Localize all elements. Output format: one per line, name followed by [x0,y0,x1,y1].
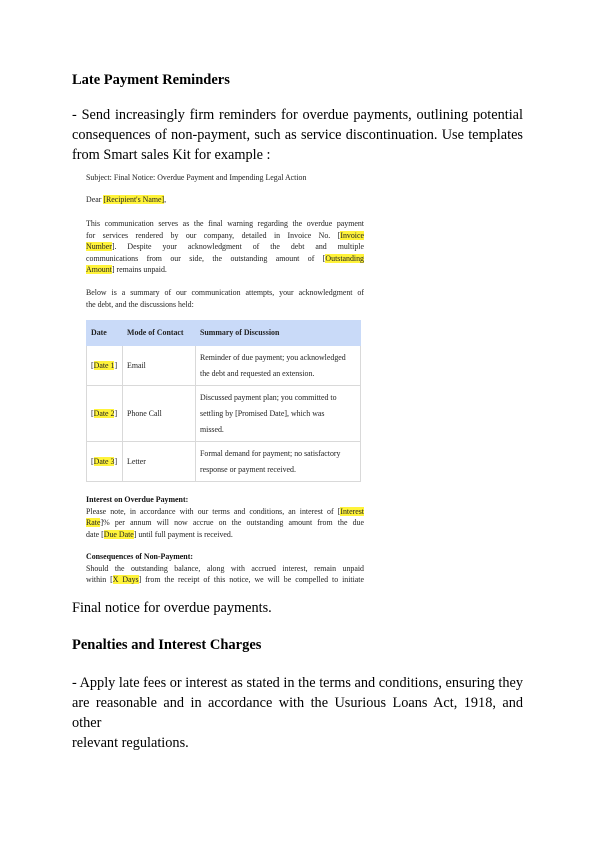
table-cell-mode: Email [123,346,196,386]
table-row [87,346,361,386]
amount-placeholder: Outstanding [325,253,364,263]
table-header-date: Date [87,321,123,346]
table-cell-date [87,346,123,386]
table-cell-summary [196,442,361,482]
letter-paragraph-1 [86,218,364,276]
table-row [87,386,361,442]
letter-paragraph-2 [86,287,364,310]
letter-text: date [ [86,529,104,539]
letter-template-image [86,172,364,584]
due-date-placeholder: Due Date [103,529,134,539]
date-placeholder: Date 2 [93,408,115,418]
letter-text: ]% per annum will now accrue on the outstanding amount from the due [100,518,364,528]
invoice-placeholder: Number [86,242,112,252]
letter-line: the debt, and the discussions held: [86,299,194,309]
letter-line [86,574,364,584]
letter-subject: Subject: Final Notice: Overdue Payment and Impending Legal Action [86,173,307,182]
paragraph-line: relevant regulations. [72,735,189,751]
table-cell-summary [196,346,361,386]
consequences-section [86,551,364,584]
table-cell-mode: Phone Call [123,386,196,442]
interest-heading-text: Interest on Overdue Payment: [86,495,189,504]
table-header-summary: Summary of Discussion [196,321,361,346]
interest-placeholder: Rate [86,518,101,528]
letter-line [86,264,364,276]
paragraph-line: consequences of non-payment, such as service discontinuation. Use templates [72,127,523,143]
letter-text: ] until full payment is received. [133,529,233,539]
letter-text: Please note, in accordance with our terms and conditions, an interest of [ [86,506,341,516]
bracket: ] [114,456,118,466]
date-placeholder: Date 3 [93,456,115,466]
recipient-placeholder: [Recipient's Name] [103,195,165,204]
table-cell-mode: Letter [123,442,196,482]
letter-text: ] remains unpaid. [111,265,167,275]
bracket: ] [114,360,118,370]
amount-placeholder: Amount [86,265,112,275]
bracket: ] [114,408,118,418]
letter-line [86,517,364,529]
letter-line [86,529,364,541]
summary-line: Reminder of due payment; you acknowledged [200,352,346,362]
table-row [87,442,361,482]
letter-line: Should the outstanding balance, along with accrued interest, remain unpaid [86,563,364,573]
summary-line: settling by [Promised Date], which was [200,408,325,418]
letter-text: ] from the receipt of this notice, we will be compelled to initiate [138,575,364,584]
paragraph-line: are reasonable and in accordance with the Usurious Loans Act, 1918, and other [72,695,523,731]
consequences-heading-text: Consequences of Non-Payment: [86,552,193,561]
summary-line: Discussed payment plan; you committed to [200,392,337,402]
letter-line: Below is a summary of our communication attempts, your acknowledgment of [86,288,364,297]
letter-salutation [86,194,364,206]
letter-text: communications from our side, the outstanding amount of [ [86,253,326,263]
days-placeholder: X Days [112,575,139,584]
bracket: [ [91,456,94,466]
summary-line: response or payment received. [200,464,296,474]
table-cell-date [87,386,123,442]
summary-line: Formal demand for payment; no satisfactory [200,448,341,458]
section-heading-penalties: Penalties and Interest Charges [72,637,262,653]
paragraph-line: - Apply late fees or interest as stated in the terms and conditions, ensuring they [72,675,523,691]
image-caption: Final notice for overdue payments. [72,600,272,616]
table-header-mode: Mode of Contact [123,321,196,346]
invoice-placeholder: Invoice [340,230,364,240]
summary-line: the debt and requested an extension. [200,368,315,378]
letter-line [86,506,364,518]
letter-line: This communication serves as the final warning regarding the overdue payment [86,219,364,228]
bracket: [ [91,360,94,370]
communication-summary-table [86,320,361,482]
salutation-comma: , [164,195,167,204]
letter-text: ]. Despite your acknowledgment of the debt and multiple [111,242,364,252]
paragraph-line: from Smart sales Kit for example : [72,147,271,163]
table-header-row [87,321,361,346]
letter-line [86,253,364,265]
date-placeholder: Date 1 [93,360,115,370]
letter-text: within [ [86,575,113,584]
table-cell-summary [196,386,361,442]
section-heading-late-payment: Late Payment Reminders [72,72,230,88]
consequences-heading [86,551,364,563]
interest-placeholder: Interest [340,506,364,516]
letter-line [86,230,364,242]
interest-heading [86,494,364,506]
table-cell-date [87,442,123,482]
penalties-paragraph [72,673,523,753]
letter-line [86,241,364,253]
salutation-text: Dear [86,195,104,204]
paragraph-line: - Send increasingly firm reminders for overdue payments, outlining potential [72,107,523,123]
interest-section [86,494,364,540]
bracket: [ [91,408,94,418]
late-payment-paragraph [72,105,523,165]
letter-text: for services rendered by our company, detailed in Invoice No. [ [86,230,341,240]
summary-line: missed. [200,424,224,434]
